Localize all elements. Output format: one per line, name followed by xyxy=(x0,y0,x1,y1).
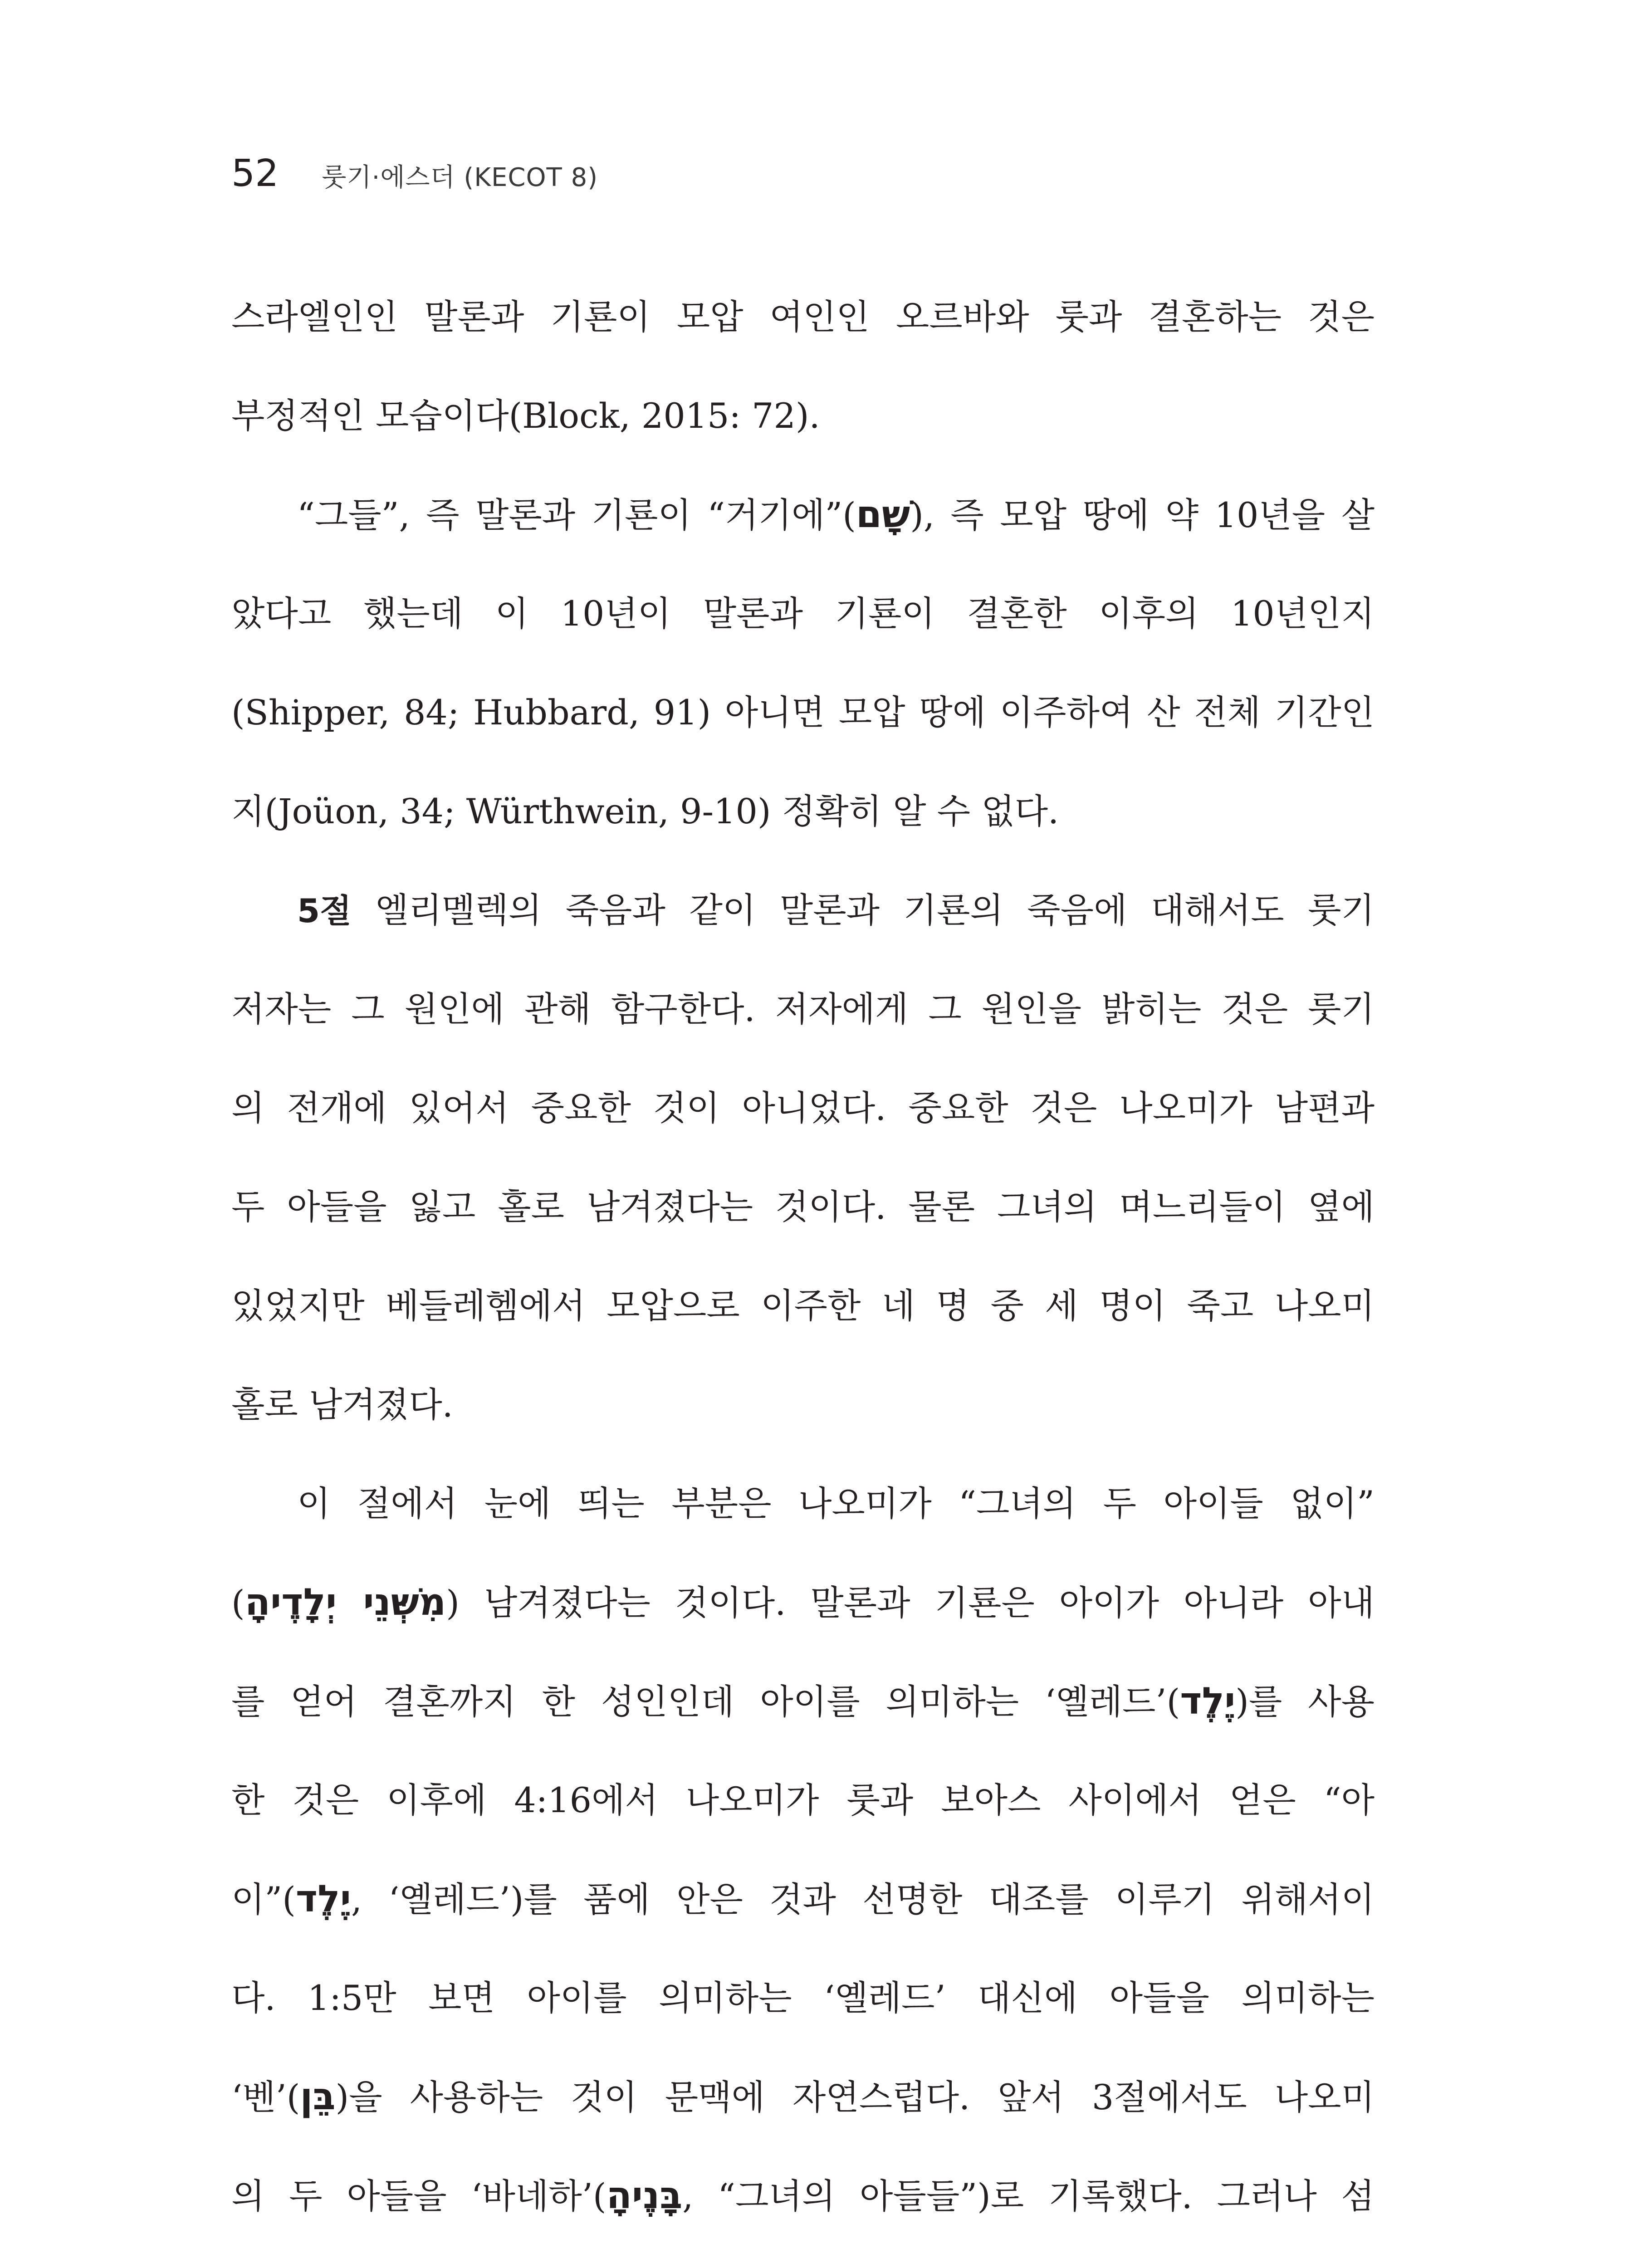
text-segment: 의 두 아들을 ‘바네하’( xyxy=(231,2176,607,2216)
paragraph-4-line-7 xyxy=(231,2048,1375,2146)
running-title: 룻기·에스더 (KECOT 8) xyxy=(322,163,598,192)
paragraph-4-line-2 xyxy=(231,1553,1375,1652)
paragraph-1-line-1: 스라엘인인 말론과 기룐이 모압 여인인 오르바와 룻과 결혼하는 것은 xyxy=(231,297,1375,337)
paragraph-4-line-5 xyxy=(231,1850,1375,1949)
paragraph-4-line-4: 한 것은 이후에 4:16에서 나오미가 룻과 보아스 사이에서 얻은 “아 xyxy=(231,1780,1375,1820)
paragraph-3-line-5: 있었지만 베들레헴에서 모압으로 이주한 네 명 중 세 명이 죽고 나오미 xyxy=(231,1286,1375,1326)
paragraph-3-line-2: 저자는 그 원인에 관해 함구한다. 저자에게 그 원인을 밝히는 것은 룻기 xyxy=(231,989,1375,1029)
running-head xyxy=(231,152,598,206)
paragraph-4-line-9 xyxy=(231,2245,1375,2268)
paragraph-3-line-6: 홀로 남겨졌다. xyxy=(231,1384,453,1425)
paragraph-3-line-1 xyxy=(231,861,1375,960)
hebrew-word: מִשְּׁנֵי יְלָדֶיהָ xyxy=(245,1581,446,1624)
paragraph-2-line-4: 지(Joüon, 34; Würthwein, 9-10) 정확히 알 수 없다. xyxy=(231,791,1059,831)
paragraph-1-line-2: 부정적인 모습이다(Block, 2015: 72). xyxy=(231,396,820,436)
text-segment: , “그녀의 아들들”)로 기록했다. 그러나 섬 xyxy=(682,2176,1375,2216)
paragraph-4-line-1: 이 절에서 눈에 띄는 부분은 나오미가 “그녀의 두 아이들 없이” xyxy=(297,1483,1375,1524)
body-text xyxy=(231,268,1375,2268)
hebrew-word: יֶלֶד xyxy=(1180,1680,1236,1723)
hebrew-word: בָּנֶיהָ xyxy=(606,2174,683,2217)
hebrew-word: יֶלֶד xyxy=(295,1877,351,1921)
text-segment: 엘리멜렉의 죽음과 같이 말론과 기룐의 죽음에 대해서도 룻기 xyxy=(351,890,1375,930)
text-segment: ‘벤’( xyxy=(231,2077,300,2117)
paragraph-2-line-2: 았다고 했는데 이 10년이 말론과 기룐이 결혼한 이후의 10년인지 xyxy=(231,593,1375,634)
text-segment: ( xyxy=(231,1583,245,1623)
text-segment: )를 사용 xyxy=(1235,1681,1375,1722)
text-segment: 를 얻어 결혼까지 한 성인인데 아이를 의미하는 ‘옐레드’( xyxy=(231,1681,1180,1722)
text-segment: 이”( xyxy=(231,1879,296,1920)
page-number: 52 xyxy=(231,152,279,195)
paragraph-2-line-1 xyxy=(231,465,1375,564)
hebrew-word: בֵּן xyxy=(300,2075,336,2118)
paragraph-3-line-3: 의 전개에 있어서 중요한 것이 아니었다. 중요한 것은 나오미가 남편과 xyxy=(231,1088,1375,1128)
paragraph-2-line-3: (Shipper, 84; Hubbard, 91) 아니면 모압 땅에 이주하여 산 전체 기간인 xyxy=(231,692,1375,733)
text-segment: )을 사용하는 것이 문맥에 자연스럽다. 앞서 3절에서도 나오미 xyxy=(335,2077,1375,2117)
text-segment: ) 남겨졌다는 것이다. 말론과 기룐은 아이가 아니라 아내 xyxy=(446,1583,1375,1623)
paragraph-4-line-3 xyxy=(231,1652,1375,1751)
text-segment: “그들”, 즉 말론과 기룐이 “거기에”( xyxy=(297,495,856,535)
verse-label: 5절 xyxy=(297,892,352,930)
text-segment: , ‘옐레드’)를 품에 안은 것과 선명한 대조를 이루기 위해서이 xyxy=(351,1879,1375,1920)
text-segment: ), 즉 모압 땅에 약 10년을 살 xyxy=(910,495,1375,535)
paragraph-4-line-8 xyxy=(231,2146,1375,2245)
paragraph-3-line-4: 두 아들을 잃고 홀로 남겨졌다는 것이다. 물론 그녀의 며느리들이 옆에 xyxy=(231,1187,1375,1227)
paragraph-4-line-6: 다. 1:5만 보면 아이를 의미하는 ‘옐레드’ 대신에 아들을 의미하는 xyxy=(231,1978,1375,2018)
hebrew-word: שָׁם xyxy=(856,493,910,536)
